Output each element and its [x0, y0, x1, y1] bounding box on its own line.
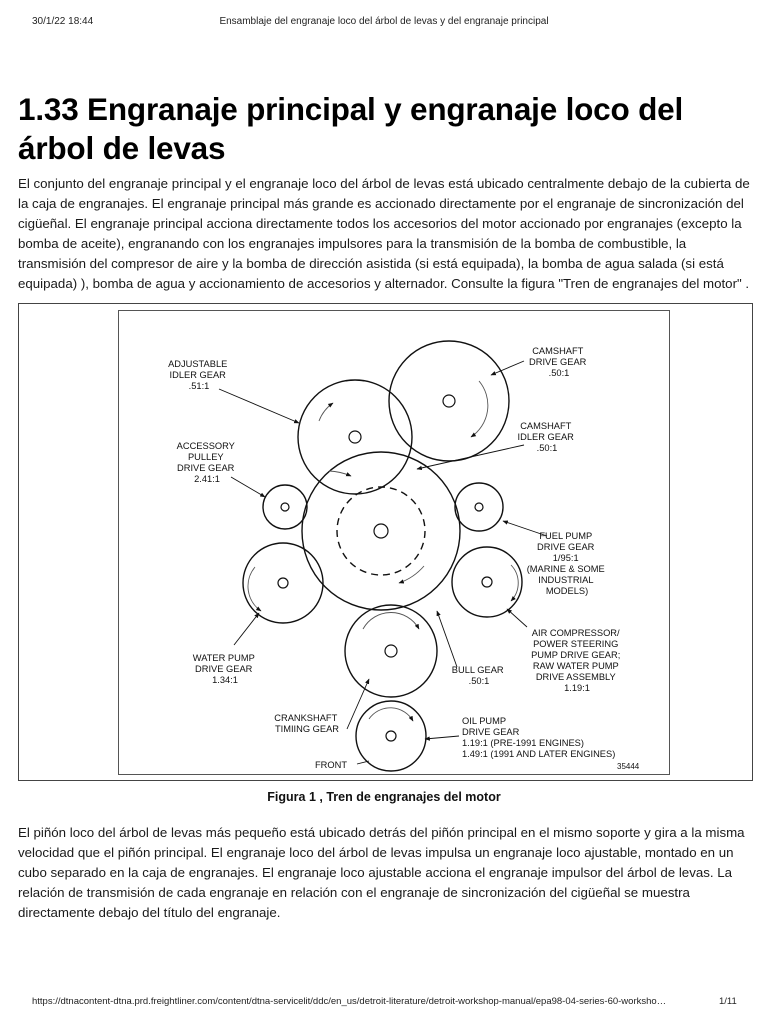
- label-water-pump: WATER PUMP DRIVE GEAR 1.34:1: [192, 653, 255, 685]
- label-oil-pump: OIL PUMP DRIVE GEAR 1.19:1 (PRE-1991 ENGINES) 1.49:1 (1991 AND LATER ENGINES): [462, 716, 616, 759]
- label-air-compressor: AIR COMPRESSOR/ POWER STEERING PUMP DRIVE GEAR; RAW WATER PUMP DRIVE ASSEMBLY 1.19:1: [531, 628, 621, 693]
- body-paragraph: El piñón loco del árbol de levas más pequeño está ubicado detrás del piñón principal en el mismo soporte y gira a la misma velocidad que el piñón principal. El engranaje loco del árbol de levas impulsa un engranaje loco ajustable, montado en un cubo separado en la caja de engranajes. El engranaje loco ajustable acciona el engranaje impulsor del árbol de levas. La relación de transmisión de cada engranaje en relación con el engranaje de sincronización del cigüeñal se muestra directamente debajo del título del engranaje.: [18, 825, 745, 920]
- page-title: 1.33 Engranaje principal y engranaje loco del árbol de levas: [18, 91, 683, 166]
- figure-frame: [18, 303, 753, 781]
- label-accessory-pulley: ACCESSORY PULLEY DRIVE GEAR 2.41:1: [176, 441, 235, 484]
- gear-train-svg: [119, 311, 671, 776]
- print-date: 30/1/22 18:44: [32, 16, 94, 27]
- label-fuel-pump: FUEL PUMP DRIVE GEAR 1/95:1 (MARINE & SOME INDUSTRIAL MODELS): [526, 531, 605, 596]
- label-camshaft-idler: CAMSHAFT IDLER GEAR .50:1: [517, 421, 574, 453]
- figure-number: 35444: [617, 762, 640, 771]
- footer-url: https://dtnacontent-dtna.prd.freightliner.com/content/dtna-servicelit/ddc/en_us/detroit-literature/detroit-workshop-manual/epa98-04-series-60-worksho…: [32, 996, 667, 1007]
- gear-train-diagram: [118, 310, 670, 775]
- label-bull-gear: BULL GEAR .50:1: [451, 665, 504, 686]
- figure-caption: Figura 1 , Tren de engranajes del motor: [267, 790, 501, 804]
- intro-paragraph: El conjunto del engranaje principal y el engranaje loco del árbol de levas está ubicado centralmente debajo de la cubierta de la caja de engranajes. El engranaje principal más grande es accionado directamente por el engranaje de sincronización del cigüeñal. El engranaje principal acciona directamente todos los accesorios del motor accionado por engranajes (excepto la bomba de aceite), engranando con los engranajes impulsores para la transmisión de la bomba de combustible, la transmisión del compresor de aire y la bomba de dirección asistida (si está equipada), la bomba de agua salada (si está equipada) ), bomba de agua y accionamiento de accesorios y alternador. Consulte la figura "Tren de engranajes del motor" .: [18, 176, 750, 291]
- label-camshaft-drive: CAMSHAFT DRIVE GEAR .50:1: [529, 346, 587, 378]
- print-header-title: Ensamblaje del engranaje loco del árbol de levas y del engranaje principal: [219, 16, 549, 27]
- label-adjustable-idler: ADJUSTABLE IDLER GEAR .51:1: [168, 359, 228, 391]
- label-front: FRONT: [314, 760, 348, 770]
- label-crankshaft: CRANKSHAFT TIMIING GEAR: [274, 713, 340, 734]
- footer-page-number: 1/11: [719, 996, 737, 1007]
